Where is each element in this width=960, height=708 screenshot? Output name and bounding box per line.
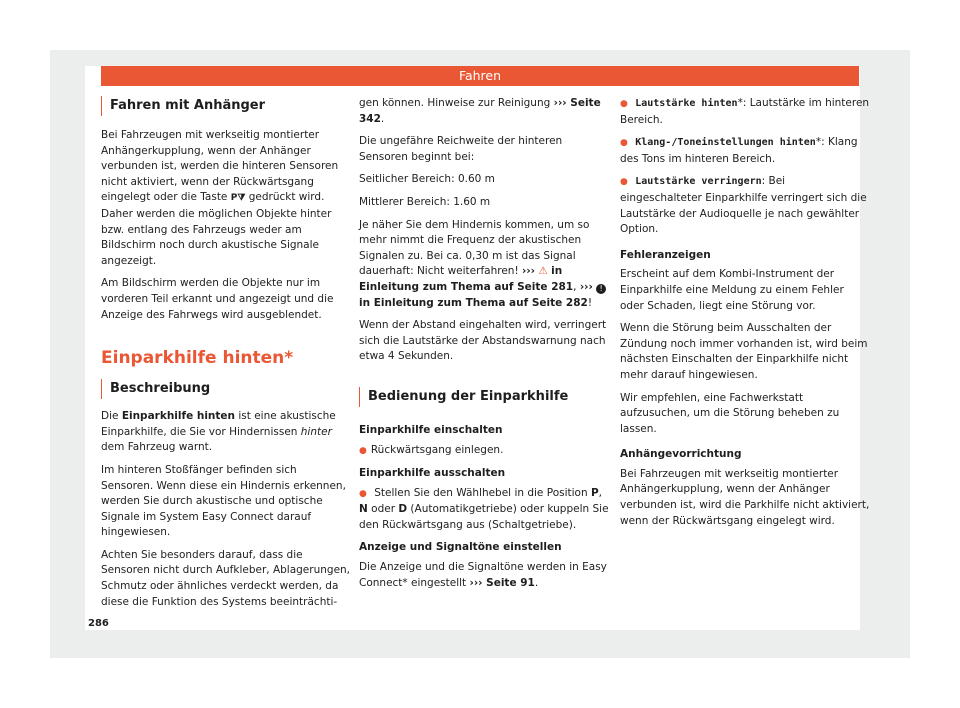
text: oder [371, 503, 396, 516]
paragraph-towing-1 [101, 128, 351, 269]
text-bold: Einparkhilfe hinten [121, 410, 236, 423]
paragraph-display-settings [359, 560, 609, 591]
page-reference-link[interactable]: in Einleitung zum Thema auf Seite 282 [359, 296, 588, 309]
column-3 [620, 96, 870, 536]
text: Bei Fahrzeugen mit werkseitig montierter Anhängerkupplung, wenn der Anhänger verbunden ist, werden die hinteren Sensoren nicht aktiviert, wenn der Rückwärtsgang eingelegt oder die Taste [101, 129, 339, 204]
bullet-volume-rear [620, 96, 870, 128]
text-italic: hinter [300, 425, 332, 438]
text: ist eine akustische Einparkhilfe, die Sie vor Hindernissen [101, 410, 336, 438]
gear-n: N [359, 503, 368, 516]
paragraph-towing-2: Am Bildschirm werden die Objekte nur im vorderen Teil erkannt und angezeigt und die Anzeige des Fahrwegs wird ausgeblendet. [101, 277, 334, 321]
text: gen können. Hinweise zur Reinigung [359, 97, 551, 109]
section-header: Fahren [101, 66, 859, 86]
reference-arrows: ››› [522, 265, 535, 278]
column-2 [359, 96, 609, 598]
paragraph-volume-reduce: Wenn der Abstand eingehalten wird, verringert sich die Lautstärke der Abstandswarnung nach etwa 4 Sekunden. [359, 319, 607, 363]
text: Die Anzeige und die Signaltöne werden in Easy Connect* eingestellt [359, 561, 607, 589]
text: Die [101, 410, 119, 423]
page-reference-link[interactable]: ››› Seite 342 [359, 97, 601, 125]
range-middle: Mittlerer Bereich: 1.60 m [359, 195, 491, 208]
paragraph-error-2: Wenn die Störung beim Ausschalten der Zündung noch immer vorhanden ist, wird beim nächsten Einschalten der Einparkhilfe nicht mehr darauf hingewiesen. [620, 322, 868, 381]
paragraph-description-1 [101, 409, 351, 456]
reference-arrows: ››› [579, 280, 593, 293]
paragraph-error-1: Erscheint auf dem Kombi-Instrument der Einparkhilfe eine Meldung zu einem Fehler oder Schaden, liegt eine Störung vor. [620, 268, 844, 312]
text: Stellen Sie den Wählhebel in die Position [374, 486, 588, 499]
text: *: Lautstärke im hinteren Bereich. [620, 97, 870, 126]
warning-icon: ⚠ [538, 265, 548, 278]
text: . [534, 576, 539, 589]
menu-option: Klang-/Toneinstellungen hinten [635, 137, 816, 149]
bullet-switch-on: ● Rückwärtsgang einlegen. [359, 443, 609, 460]
subheading-display-settings: Anzeige und Signaltöne einstellen [359, 541, 562, 554]
text: , [573, 280, 577, 293]
range-lateral: Seitlicher Bereich: 0.60 m [359, 173, 495, 186]
text: ! [587, 296, 593, 309]
subheading-towing-device: Anhängevorrichtung [620, 448, 742, 461]
paragraph-cleaning [359, 96, 609, 127]
bullet-sound-settings [620, 135, 870, 167]
subheading-switch-on: Einparkhilfe einschalten [359, 423, 503, 436]
paragraph-frequency [359, 218, 609, 312]
subheading-switch-off: Einparkhilfe ausschalten [359, 467, 506, 480]
alert-icon: ! [596, 284, 606, 294]
paragraph-range: Die ungefähre Reichweite der hinteren Sensoren beginnt bei: [359, 135, 563, 163]
bullet-switch-off [359, 486, 609, 534]
park-assist-icon: P⧩ [230, 193, 246, 204]
page-reference-link[interactable]: ››› Seite 91 [469, 576, 535, 589]
paragraph-error-3: Wir empfehlen, eine Fachwerkstatt aufzusuchen, um die Störung beheben zu lassen. [620, 391, 840, 435]
heading-towing: Fahren mit Anhänger [101, 96, 351, 116]
heading-rear-park-assist: Einparkhilfe hinten* [101, 348, 294, 369]
paragraph-description-3: Achten Sie besonders darauf, dass die Sensoren nicht durch Aufkleber, Ablagerungen, Schmutz oder ähnliches verdeckt werden, da diese die Funktion des Systems beeinträchti- [101, 548, 351, 608]
bullet-volume-reduce [620, 174, 870, 237]
menu-option: Lautstärke hinten [635, 98, 738, 109]
text: , [598, 486, 603, 499]
page-reference-link[interactable]: in Einleitung zum Thema auf Seite 281 [359, 265, 574, 293]
menu-option: Lautstärke verringern [635, 176, 762, 188]
paragraph-towing-device: Bei Fahrzeugen mit werkseitig montierter Anhängerkupplung, wenn der Anhänger verbunden ist, wird die Parkhilfe nicht aktiviert, wenn der Rückwärtsgang eingelegt wird. [620, 467, 870, 527]
text: . [380, 112, 385, 125]
column-1 [101, 96, 351, 617]
text: Je näher Sie dem Hindernis kommen, um so mehr nimmt die Frequenz der akustischen Signalen zu. Bei ca. 0,30 m ist das Signal dauerhaft: Nicht weiterfahren! [359, 218, 590, 278]
text: *: Klang des Tons im hinteren Bereich. [620, 136, 858, 165]
gear-p: P [590, 486, 599, 499]
subheading-error-display: Fehleranzeigen [620, 248, 711, 261]
paragraph-description-2: Im hinteren Stoßfänger befinden sich Sensoren. Wenn diese ein Hindernis erkennen, werden Sie durch akustische und optische Signale im System Easy Connect darauf hingewiesen. [101, 463, 346, 539]
text: : Bei eingeschalteter Einparkhilfe verringert sich die Lautstärke der Audioquelle je nach gewählter Option. [620, 175, 867, 236]
text: (Automatikgetriebe) oder kuppeln Sie den Rückwärtsgang aus (Schaltgetriebe). [359, 503, 609, 531]
heading-description: Beschreibung [101, 379, 351, 399]
page-number: 286 [88, 618, 109, 629]
heading-operation: Bedienung der Einparkhilfe [359, 387, 609, 407]
gear-d: D [398, 503, 408, 516]
text: dem Fahrzeug warnt. [101, 441, 213, 454]
text: gedrückt wird. Daher werden die möglichen Objekte hinter bzw. entlang des Fahrzeugs weder am Bildschirm noch durch akustische Signale angezeigt. [101, 191, 332, 267]
